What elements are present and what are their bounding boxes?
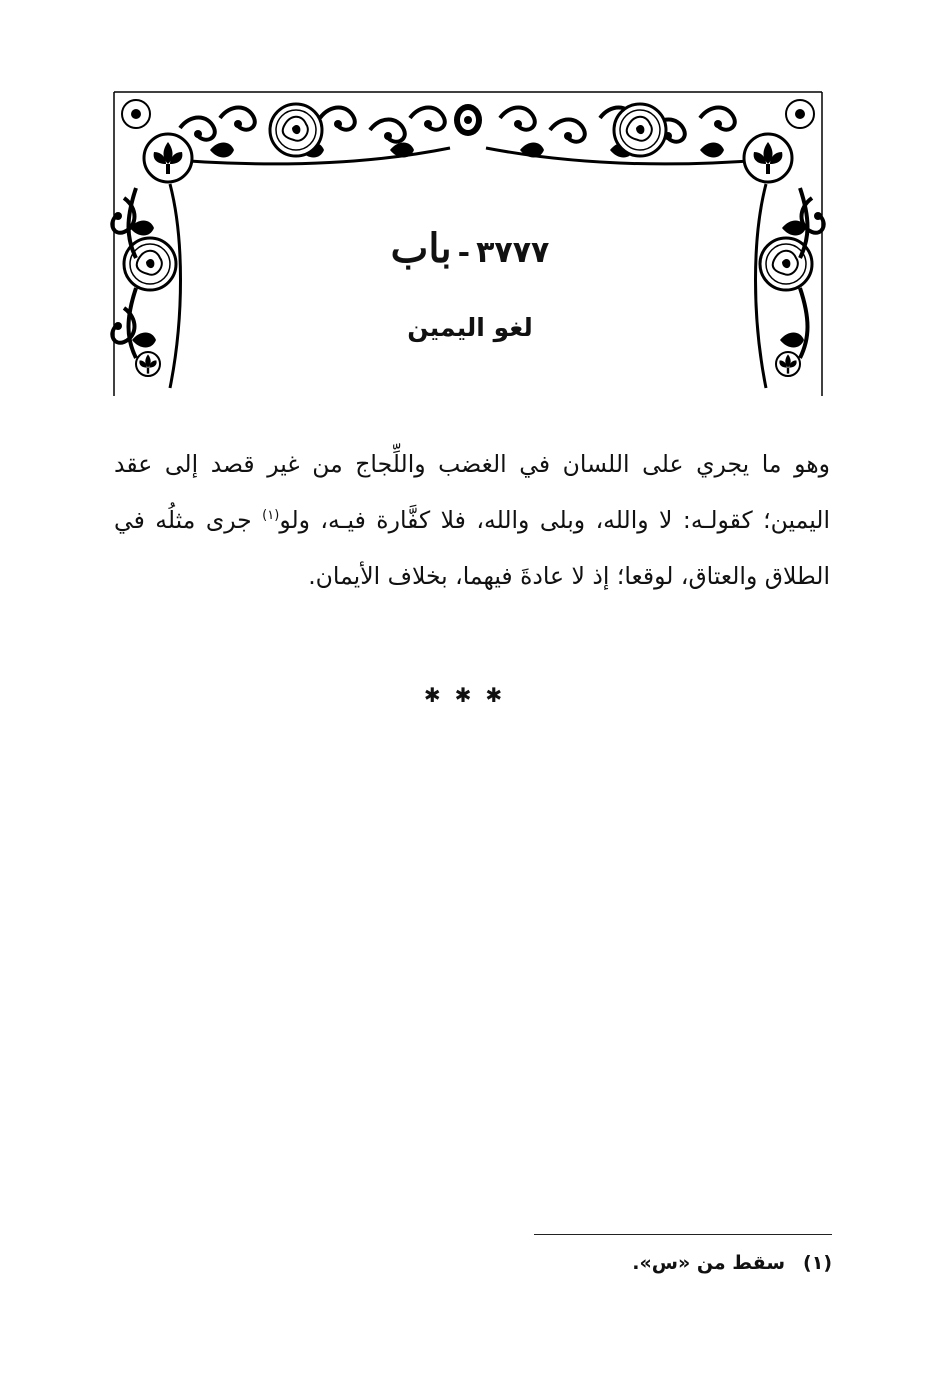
chapter-title: لغو اليمين bbox=[407, 313, 533, 342]
body-text-part-1: وهو ما يجري على اللسان في الغضب واللِّجاج من غير قصد إلى عقد اليمين؛ كقولـه: لا والله، وبلى والله، فلا كفَّارة فيـه، ولو bbox=[114, 450, 830, 534]
footnote-text: سقط من «س». bbox=[632, 1252, 786, 1274]
body-paragraph bbox=[114, 436, 830, 604]
chapter-heading bbox=[300, 225, 640, 285]
chapter-word: باب bbox=[390, 225, 452, 272]
footnote-reference[interactable]: (١) bbox=[262, 508, 280, 524]
section-separator-stars: ✱✱✱ bbox=[423, 683, 517, 707]
chapter-number: ٣٧٧٧ bbox=[476, 235, 550, 270]
footnote-item bbox=[560, 1252, 832, 1274]
chapter-separator: - bbox=[457, 235, 471, 270]
body-text-part-2: جرى مثلُه في الطلاق والعتاق، لوقعا؛ إذ لا عادةَ فيهما، بخلاف الأيمان. bbox=[114, 506, 830, 590]
footnote-divider bbox=[534, 1234, 832, 1235]
footnote-number: (١) bbox=[803, 1252, 832, 1274]
